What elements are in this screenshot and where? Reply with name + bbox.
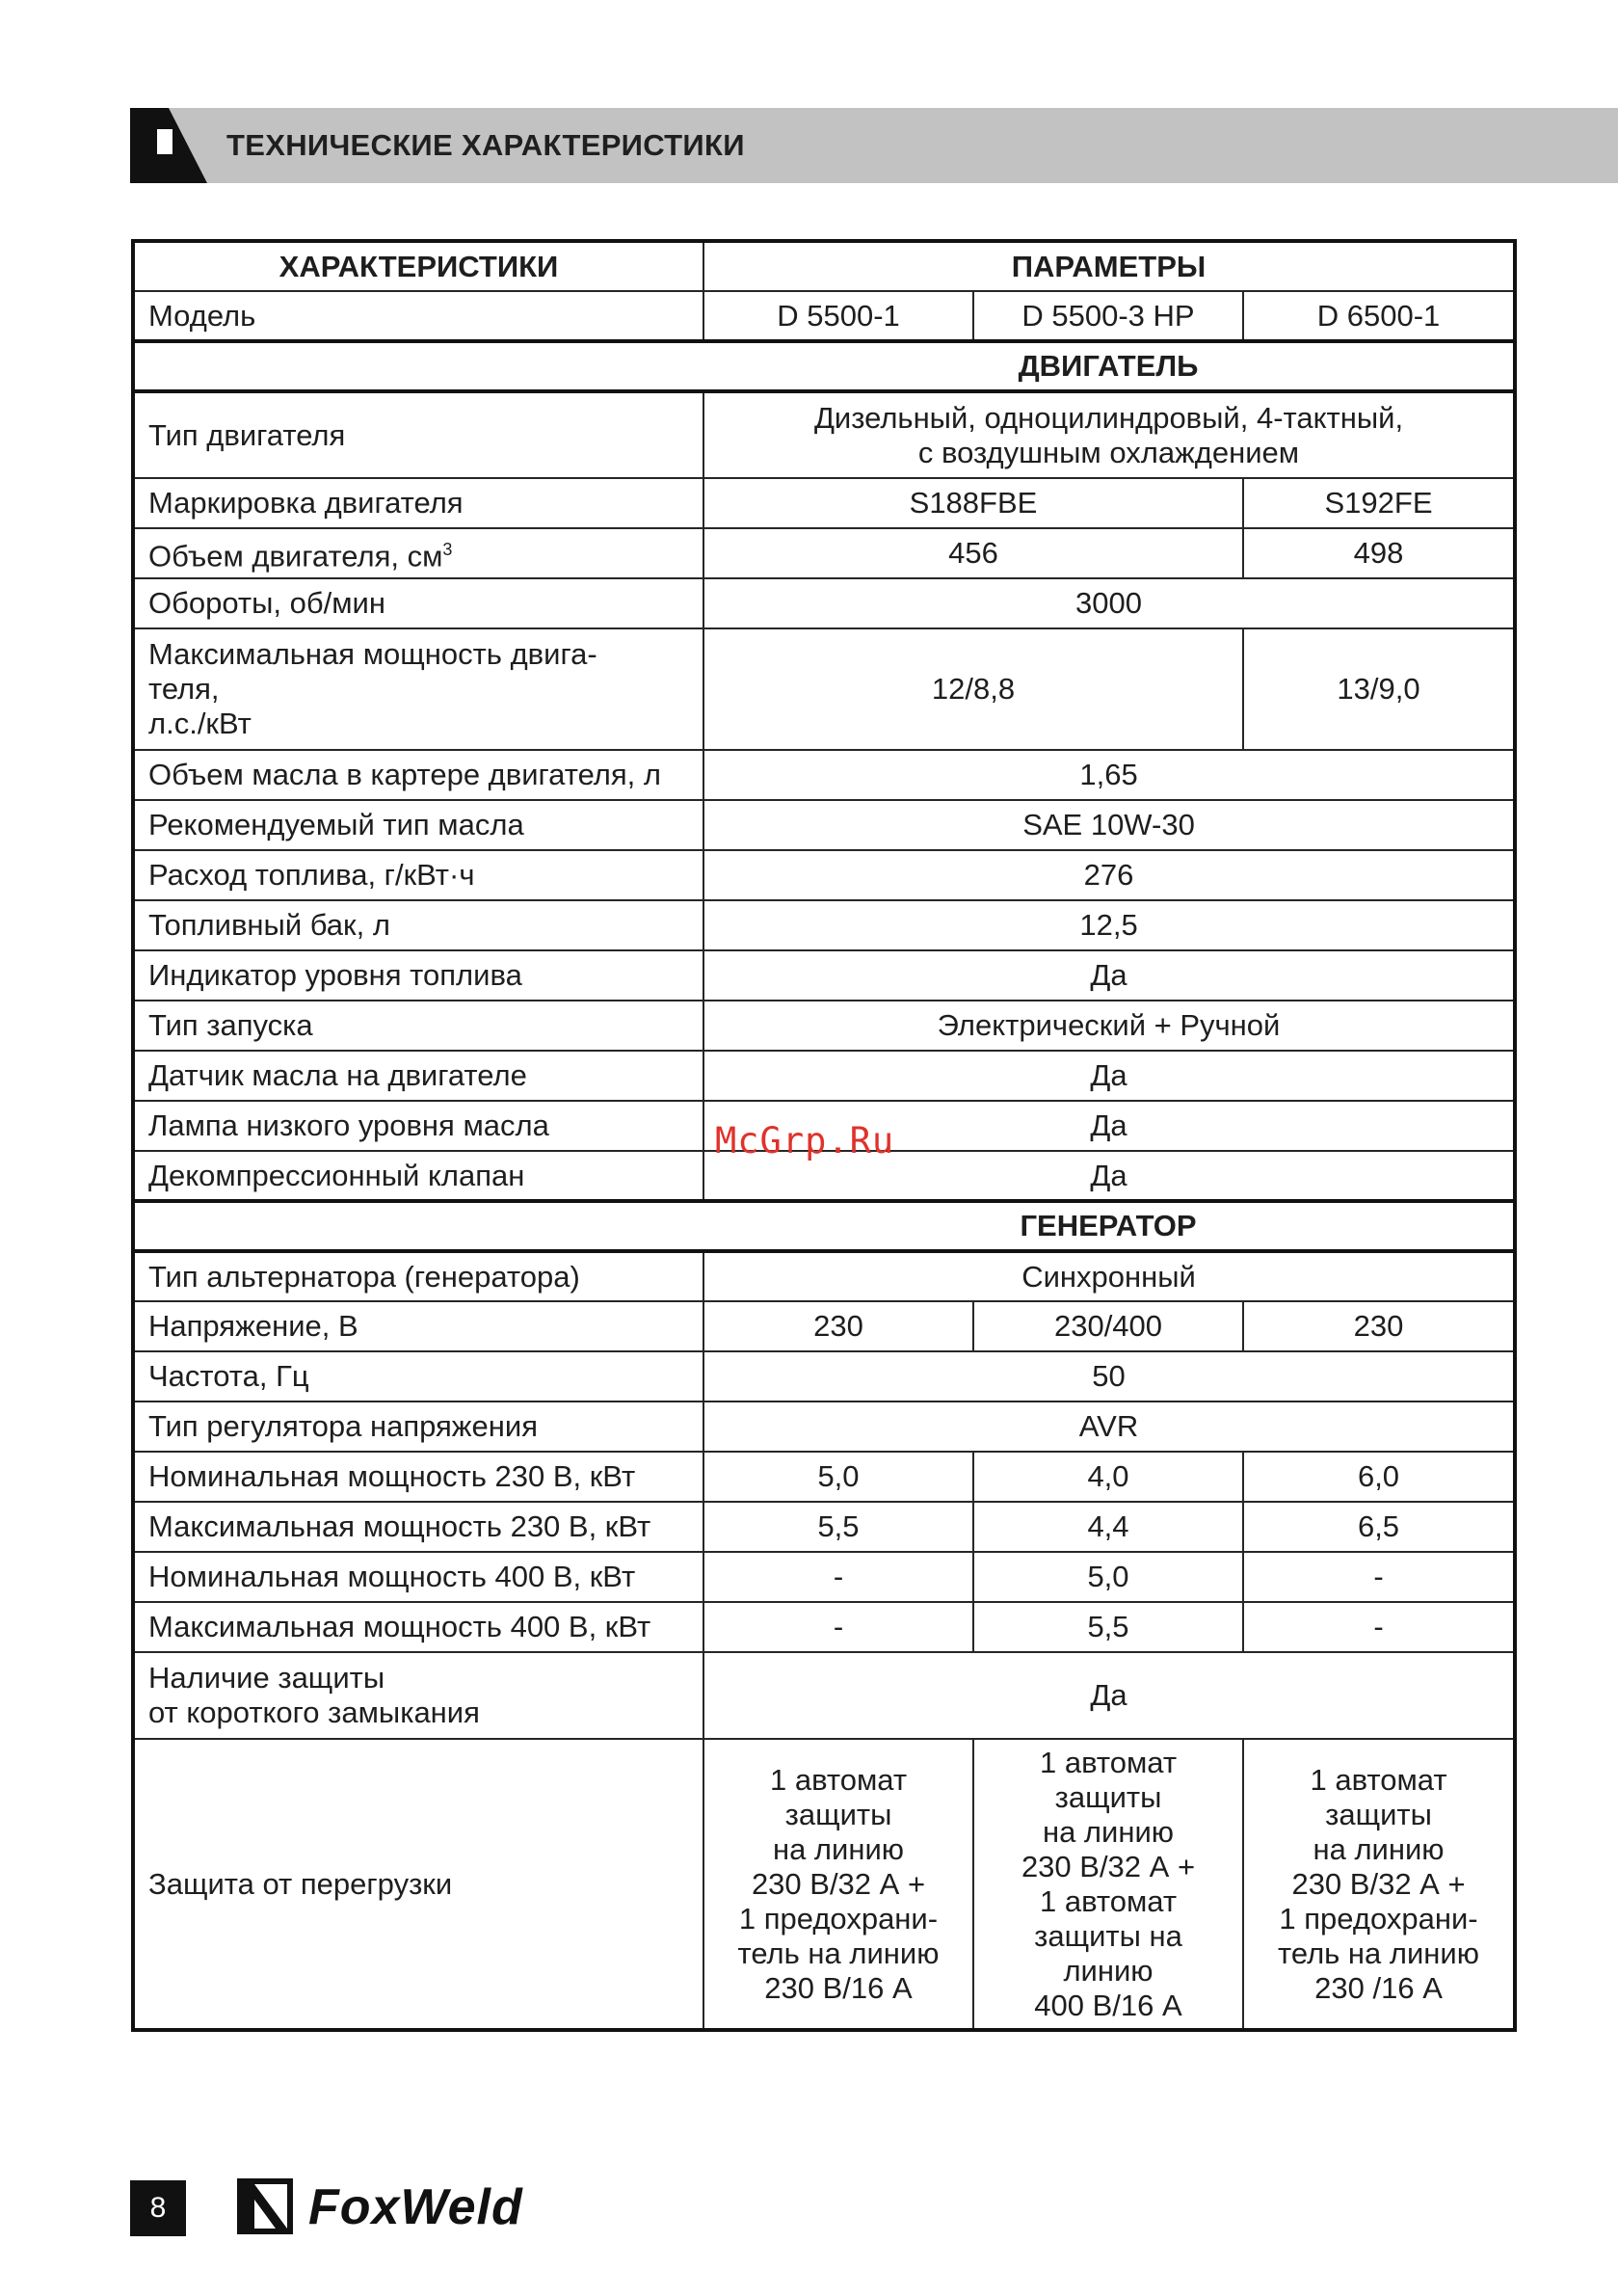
row-value: SAE 10W-30 — [703, 800, 1515, 850]
row-value: 498 — [1243, 528, 1515, 578]
row-value: 456 — [703, 528, 1243, 578]
row-value: AVR — [703, 1402, 1515, 1452]
row-value: 230/400 — [973, 1301, 1243, 1351]
table-row — [133, 1652, 1515, 1739]
row-label: Тип запуска — [133, 1001, 703, 1051]
row-value: - — [1243, 1602, 1515, 1652]
row-label: Тип двигателя — [133, 391, 703, 478]
row-value: 1,65 — [703, 750, 1515, 800]
row-label: Объем масла в картере двигателя, л — [133, 750, 703, 800]
row-value: 50 — [703, 1351, 1515, 1402]
row-label: Номинальная мощность 400 В, кВт — [133, 1552, 703, 1602]
row-value: Да — [703, 1051, 1515, 1101]
table-row — [133, 1251, 1515, 1301]
row-value: Да — [703, 950, 1515, 1001]
row-value: 1 автомат защиты на линию 230 В/32 А + 1 предохрани- тель на линию 230 В/16 А — [703, 1739, 973, 2030]
row-value: Да — [703, 1652, 1515, 1739]
row-value: 230 — [1243, 1301, 1515, 1351]
row-value: Да — [703, 1101, 1515, 1151]
row-label: Рекомендуемый тип масла — [133, 800, 703, 850]
row-label: Тип альтернатора (генератора) — [133, 1251, 703, 1301]
table-row — [133, 1502, 1515, 1552]
row-value: 13/9,0 — [1243, 628, 1515, 750]
row-value: 3000 — [703, 578, 1515, 628]
page-title: ТЕХНИЧЕСКИЕ ХАРАКТЕРИСТИКИ — [226, 128, 745, 162]
row-label: Объем двигателя, $см^3$ — [133, 528, 703, 578]
row-label: Обороты, об/мин — [133, 578, 703, 628]
row-label: Индикатор уровня топлива — [133, 950, 703, 1001]
table-header-row — [133, 241, 1515, 291]
watermark: McGrp.Ru — [715, 1120, 895, 1161]
table-row — [133, 391, 1515, 478]
row-value: 5,5 — [973, 1602, 1243, 1652]
table-row — [133, 528, 1515, 578]
table-row — [133, 850, 1515, 900]
row-label: Лампа низкого уровня масла — [133, 1101, 703, 1151]
section-title-generator: ГЕНЕРАТОР — [703, 1201, 1515, 1251]
row-label: Защита от перегрузки — [133, 1739, 703, 2030]
row-value: 1 автомат защиты на линию 230 В/32 А + 1 автомат защиты на линию 400 В/16 А — [973, 1739, 1243, 2030]
row-value: S188FBE — [703, 478, 1243, 528]
section-title-engine: ДВИГАТЕЛЬ — [703, 341, 1515, 391]
section-row-engine — [133, 341, 1515, 391]
row-label: Максимальная мощность двига- теля, л.с./кВт — [133, 628, 703, 750]
brand-name: FoxWeld — [308, 2179, 523, 2235]
row-label: Датчик масла на двигателе — [133, 1051, 703, 1101]
row-value: 1 автомат защиты на линию 230 В/32 А + 1 предохрани- тель на линию 230 /16 А — [1243, 1739, 1515, 2030]
row-label: Декомпрессионный клапан — [133, 1151, 703, 1201]
row-label: Максимальная мощность 230 В, кВт — [133, 1502, 703, 1552]
foxweld-logo-icon — [237, 2178, 293, 2234]
table-row — [133, 800, 1515, 850]
table-row — [133, 578, 1515, 628]
table-row — [133, 950, 1515, 1001]
row-value: - — [703, 1602, 973, 1652]
row-label-model: Модель — [133, 291, 703, 341]
table-row — [133, 1602, 1515, 1652]
row-value: Синхронный — [703, 1251, 1515, 1301]
row-value: Да — [703, 1151, 1515, 1201]
row-value: - — [703, 1552, 973, 1602]
table-row — [133, 478, 1515, 528]
row-value: 12,5 — [703, 900, 1515, 950]
value-line: Дизельный, одноцилиндровый, 4-тактный, — [813, 400, 1404, 435]
row-label: Напряжение, В — [133, 1301, 703, 1351]
row-label: Маркировка двигателя — [133, 478, 703, 528]
row-label: Наличие защиты от короткого замыкания — [133, 1652, 703, 1739]
row-label: Топливный бак, л — [133, 900, 703, 950]
table-row — [133, 628, 1515, 750]
table-row — [133, 1051, 1515, 1101]
row-value: S192FE — [1243, 478, 1515, 528]
row-value: 5,0 — [703, 1452, 973, 1502]
row-label: Расход топлива, г/кВт·ч — [133, 850, 703, 900]
row-value: 4,0 — [973, 1452, 1243, 1502]
table-row — [133, 1739, 1515, 2030]
row-value: 230 — [703, 1301, 973, 1351]
row-value: 4,4 — [973, 1502, 1243, 1552]
row-value: 276 — [703, 850, 1515, 900]
column-header-characteristics: ХАРАКТЕРИСТИКИ — [133, 241, 703, 291]
row-value: 12/8,8 — [703, 628, 1243, 750]
row-value: 6,5 — [1243, 1502, 1515, 1552]
table-row — [133, 900, 1515, 950]
table-row — [133, 1452, 1515, 1502]
model-cell: D 5500-1 — [703, 291, 973, 341]
row-value: - — [1243, 1552, 1515, 1602]
row-value: Электрический + Ручной — [703, 1001, 1515, 1051]
row-value: 5,5 — [703, 1502, 973, 1552]
table-row — [133, 1402, 1515, 1452]
section-corner-icon — [130, 108, 207, 183]
table-row — [133, 1301, 1515, 1351]
row-label: Частота, Гц — [133, 1351, 703, 1402]
column-header-parameters: ПАРАМЕТРЫ — [703, 241, 1515, 291]
table-row — [133, 1351, 1515, 1402]
table-row — [133, 1552, 1515, 1602]
model-cell: D 6500-1 — [1243, 291, 1515, 341]
model-cell: D 5500-3 HP — [973, 291, 1243, 341]
table-row — [133, 1001, 1515, 1051]
table-row — [133, 291, 1515, 341]
value-line: с воздушным охлаждением — [917, 435, 1300, 469]
section-row-generator — [133, 1201, 1515, 1251]
row-value: 6,0 — [1243, 1452, 1515, 1502]
page-number: 8 — [130, 2180, 186, 2236]
row-value: 5,0 — [973, 1552, 1243, 1602]
row-value — [703, 391, 1515, 478]
row-label: Тип регулятора напряжения — [133, 1402, 703, 1452]
row-label: Номинальная мощность 230 В, кВт — [133, 1452, 703, 1502]
row-label: Максимальная мощность 400 В, кВт — [133, 1602, 703, 1652]
table-row — [133, 750, 1515, 800]
